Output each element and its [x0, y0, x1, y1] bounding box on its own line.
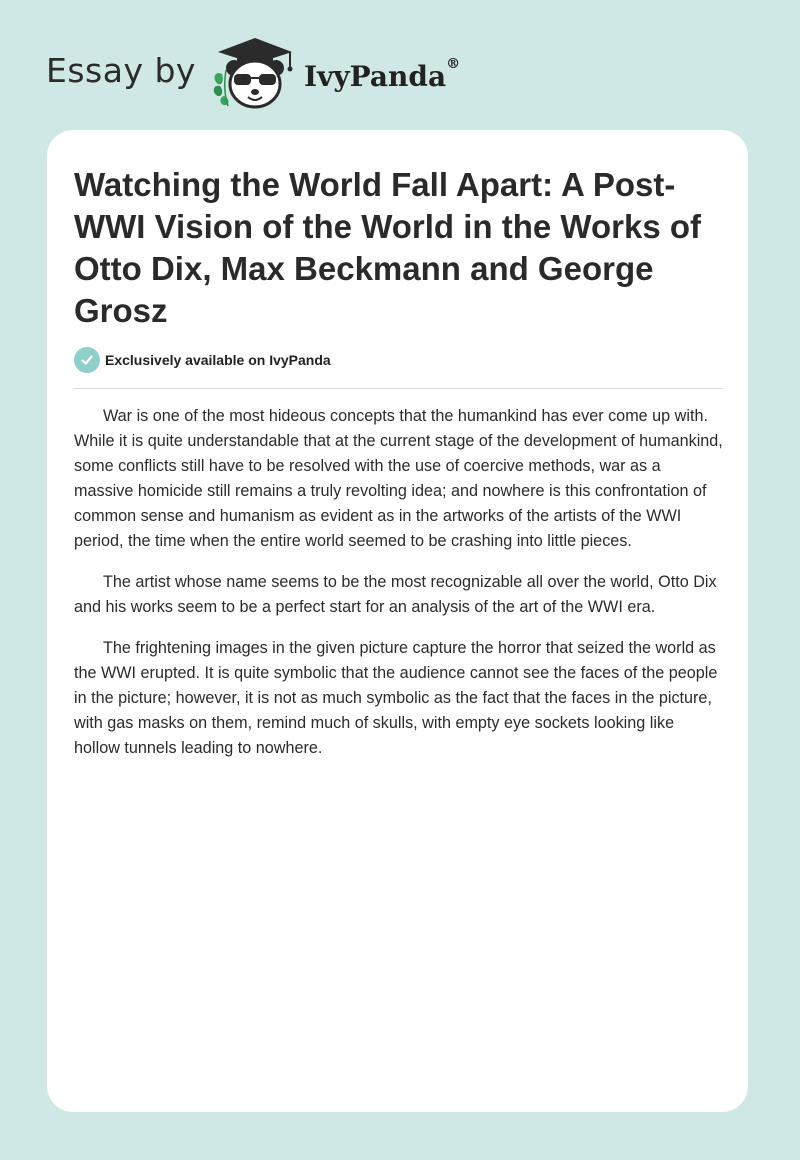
divider — [74, 388, 723, 389]
ivy-leaf-icon — [214, 70, 229, 106]
page-title: Watching the World Fall Apart: A Post-WWI Vision of the World in the Works of Otto Dix, Max Beckmann and George Grosz — [74, 166, 701, 329]
site-header — [46, 34, 460, 114]
exclusive-badge — [74, 347, 331, 373]
paragraph: The artist whose name seems to be the most recognizable all over the world, Otto Dix and his works seem to be a perfect start for an analysis of the art of the WWI era. — [74, 573, 717, 616]
checkmark-icon — [74, 347, 100, 373]
panda-logo-icon[interactable] — [210, 34, 300, 114]
paragraph: The frightening images in the given picture capture the horror that seized the world as the WWI erupted. It is quite symbolic that the audience cannot see the faces of the people in the picture; however, it is not as much symbolic as the fact that the faces in the picture, with gas masks on them, remind much of skulls, with empty eye sockets looking like hollow tunnels leading to nowhere. — [74, 639, 718, 757]
badge-label: Exclusively available on IvyPanda — [105, 352, 331, 368]
registered-mark: ® — [446, 55, 461, 72]
essay-by-label: Essay by — [46, 50, 196, 90]
essay-card — [47, 130, 748, 1112]
brand-name[interactable]: IvyPanda® — [303, 55, 461, 93]
paragraph: War is one of the most hideous concepts that the humankind has ever come up with. While it is quite understandable that at the current stage of the development of humankind, some conflicts still have to be resolved with the use of coercive methods, war as a massive homicide still remains a truly revolting idea; and nowhere is this confrontation of common sense and humanism as evident as in the artworks of the artists of the WWI period, the time when the entire world seemed to be crashing into little pieces. — [74, 407, 723, 550]
essay-body — [74, 404, 724, 777]
